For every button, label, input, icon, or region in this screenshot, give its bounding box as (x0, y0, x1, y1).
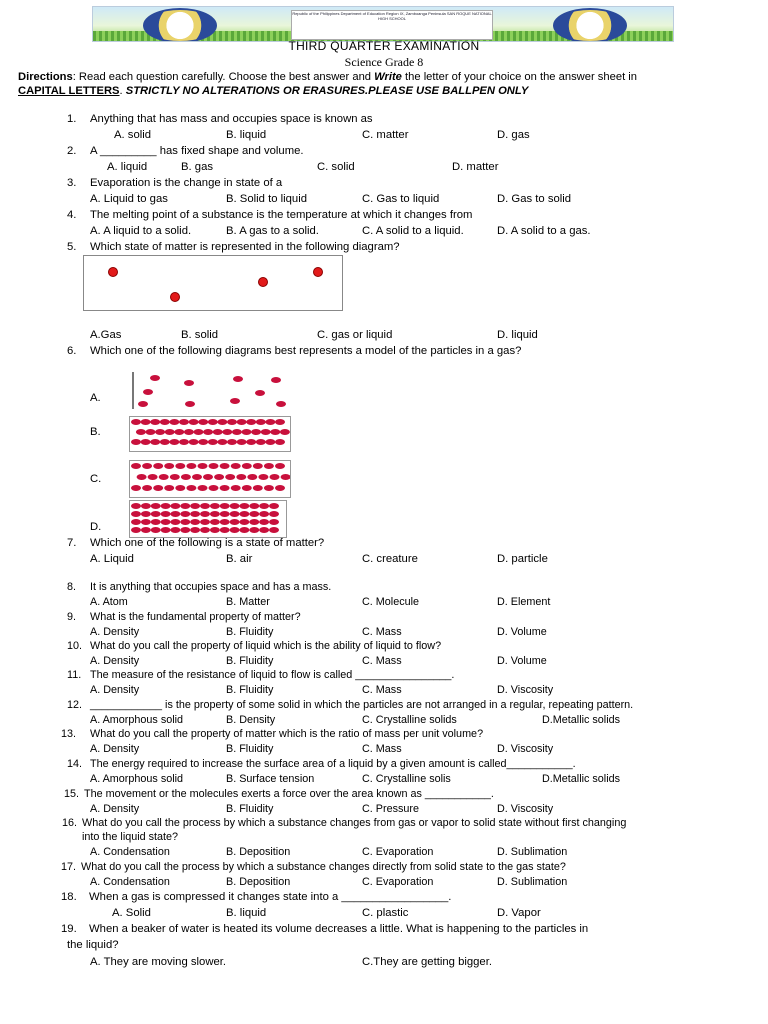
particle (170, 519, 180, 525)
particle (186, 485, 196, 491)
option: C. creature (362, 553, 418, 565)
diagram-c (129, 460, 291, 498)
particle (174, 429, 184, 435)
question-text: The measure of the resistance of liquid to flow is called ________________. (90, 669, 455, 681)
particle (151, 527, 161, 533)
option: C. Crystalline solis (362, 773, 451, 785)
particle (230, 511, 240, 517)
particle (184, 429, 194, 435)
question-number: 16. (62, 817, 78, 829)
particle (227, 439, 237, 445)
particle (265, 439, 275, 445)
particle (230, 527, 240, 533)
particle (220, 527, 230, 533)
option: B. air (226, 553, 253, 565)
question-text: Evaporation is the change in state of a (90, 177, 283, 189)
particle (258, 474, 268, 480)
question-number: 19. (61, 923, 77, 935)
particle (270, 429, 280, 435)
option: C. Mass (362, 684, 402, 696)
particle (190, 527, 200, 533)
option: C. solid (317, 161, 355, 173)
particle (131, 519, 141, 525)
particle (170, 474, 180, 480)
particle (220, 511, 230, 517)
particle (239, 503, 249, 509)
option: B. Fluidity (226, 626, 274, 638)
option: C. Pressure (362, 803, 419, 815)
directions-warning: STRICTLY NO ALTERATIONS OR ERASURES.PLEASE USE BALLPEN ONLY (125, 85, 529, 97)
particle (269, 503, 279, 509)
particle (169, 419, 179, 425)
question-text: A _________ has fixed shape and volume. (90, 145, 304, 157)
question-number: 3. (67, 177, 77, 189)
particle (258, 277, 268, 287)
option: C. Crystalline solids (362, 714, 457, 726)
particle (280, 429, 290, 435)
option: B. solid (181, 329, 219, 341)
particle (180, 519, 190, 525)
particle (141, 419, 151, 425)
option: D.Metallic solids (542, 773, 620, 785)
particle (231, 485, 241, 491)
particle (261, 429, 271, 435)
particle (210, 527, 220, 533)
question-number: 11. (67, 669, 82, 681)
particle (256, 419, 266, 425)
option: D. Volume (497, 655, 547, 667)
deped-seal-right (553, 8, 627, 42)
particle (251, 429, 261, 435)
diagram-a-gas (132, 372, 290, 409)
particle (259, 527, 269, 533)
diagram-b-particles (130, 417, 290, 451)
particle (217, 419, 227, 425)
particle (141, 503, 151, 509)
particle (170, 511, 180, 517)
option: B. Deposition (226, 876, 291, 888)
option: D. liquid (497, 329, 538, 341)
option: B. Solid to liquid (226, 193, 308, 205)
particle (161, 527, 171, 533)
option: A. Condensation (90, 846, 170, 858)
diagram-label-b: B. (90, 426, 101, 438)
option: B. Deposition (226, 846, 291, 858)
question-number: 7. (67, 537, 77, 549)
question-text-cont: the liquid? (67, 939, 119, 951)
particle (220, 519, 230, 525)
option: D. Viscosity (497, 684, 554, 696)
particle (159, 474, 169, 480)
diagram-label-a: A. (90, 392, 101, 404)
particle (203, 474, 213, 480)
particle (148, 474, 158, 480)
particle (259, 511, 269, 517)
question-number: 15. (64, 788, 80, 800)
option: D. A solid to a gas. (497, 225, 591, 237)
option: B. gas (181, 161, 214, 173)
particle (131, 527, 141, 533)
question-number: 9. (67, 611, 77, 623)
particle (160, 419, 170, 425)
particle (164, 463, 174, 469)
option: B. Fluidity (226, 803, 274, 815)
particle (275, 463, 285, 469)
particle (220, 463, 230, 469)
option: C. Mass (362, 655, 402, 667)
particle (153, 463, 163, 469)
diagram-label-d: D. (90, 521, 102, 533)
particle (256, 439, 266, 445)
particle (264, 485, 274, 491)
particle (137, 474, 147, 480)
particle (189, 419, 199, 425)
particle (249, 527, 259, 533)
particle (151, 519, 161, 525)
particle (239, 519, 249, 525)
particle (242, 485, 252, 491)
particle (198, 463, 208, 469)
exam-title: THIRD QUARTER EXAMINATION (288, 39, 480, 53)
particle (200, 519, 210, 525)
particle (169, 439, 179, 445)
question-text: What do you call the property of liquid which is the ability of liquid to flow? (90, 640, 442, 652)
question-text: What do you call the property of matter which is the ratio of mass per unit volume? (90, 728, 484, 740)
particle (108, 267, 118, 277)
particle (142, 485, 152, 491)
question-text: The energy required to increase the surface area of a liquid by a given amount is called___________. (90, 758, 576, 770)
particle (170, 503, 180, 509)
particle (180, 503, 190, 509)
option: C. Evaporation (362, 846, 434, 858)
particle (142, 463, 152, 469)
particle (242, 429, 252, 435)
particle (259, 503, 269, 509)
particle (275, 485, 285, 491)
particle (141, 439, 151, 445)
question-number: 6. (67, 345, 77, 357)
particle (264, 463, 274, 469)
question-text: Which one of the following is a state of matter? (90, 537, 325, 549)
particle (131, 503, 141, 509)
directions (18, 70, 758, 98)
particle (165, 429, 175, 435)
option: A. Amorphous solid (90, 714, 184, 726)
particle (281, 474, 290, 480)
particle (131, 511, 141, 517)
particle (141, 511, 151, 517)
option: D.Metallic solids (542, 714, 620, 726)
option: A. They are moving slower. (90, 956, 227, 968)
question-text: What is the fundamental property of matter? (90, 611, 301, 623)
particle (259, 519, 269, 525)
option: B. Fluidity (226, 743, 274, 755)
particle (153, 485, 163, 491)
particle (200, 511, 210, 517)
option: B. Fluidity (226, 684, 274, 696)
particle (213, 429, 223, 435)
option: B. Density (226, 714, 276, 726)
particle (269, 519, 279, 525)
particle (225, 474, 235, 480)
particle (209, 463, 219, 469)
option: D. particle (497, 553, 548, 565)
particle (190, 503, 200, 509)
question-text: The movement or the molecules exerts a force over the area known as ___________. (84, 788, 494, 800)
question-text: Anything that has mass and occupies space is known as (90, 113, 373, 125)
option: B. liquid (226, 907, 267, 919)
particle (275, 439, 285, 445)
particle (161, 519, 171, 525)
particle (175, 463, 185, 469)
particle (242, 463, 252, 469)
particle (190, 519, 200, 525)
particle (232, 429, 242, 435)
question-number: 4. (67, 209, 77, 221)
diagram-b (129, 416, 291, 452)
particle (249, 519, 259, 525)
particle (220, 503, 230, 509)
particle (164, 485, 174, 491)
option: A. Density (90, 743, 140, 755)
particle (231, 463, 241, 469)
particle (198, 485, 208, 491)
question-text: What do you call the process by which a substance changes from gas or vapor to solid state without first changing (82, 817, 627, 829)
particle-diagram (83, 255, 343, 311)
option: A. Amorphous solid (90, 773, 184, 785)
particle (275, 419, 285, 425)
particle (155, 429, 165, 435)
particle (151, 503, 161, 509)
particle (198, 419, 208, 425)
particle (217, 439, 227, 445)
question-number: 2. (67, 145, 77, 157)
option: D. matter (452, 161, 499, 173)
option: A. Density (90, 684, 140, 696)
option: C.They are getting bigger. (362, 956, 492, 968)
particle (180, 527, 190, 533)
particle (222, 429, 232, 435)
question-number: 1. (67, 113, 77, 125)
option: C. plastic (362, 907, 409, 919)
question-number: 14. (67, 758, 83, 770)
option: B. Surface tension (226, 773, 315, 785)
question-text: ____________ is the property of some solid in which the particles are not arranged in a regular, repeating pattern. (90, 699, 634, 711)
option: D. Vapor (497, 907, 541, 919)
particle (181, 474, 191, 480)
option: A.Gas (90, 329, 122, 341)
option: A. Atom (90, 596, 128, 608)
option: B. Fluidity (226, 655, 274, 667)
question-text: When a gas is compressed it changes state into a _________________. (89, 891, 452, 903)
option: C. matter (362, 129, 409, 141)
particle (230, 503, 240, 509)
option: A. Condensation (90, 876, 170, 888)
particle (208, 419, 218, 425)
particle (220, 485, 230, 491)
question-text: When a beaker of water is heated its volume decreases a little. What is happening to the particles in (89, 923, 589, 935)
option: A. solid (114, 129, 152, 141)
particle (209, 485, 219, 491)
particle (194, 429, 204, 435)
option: D. Element (497, 596, 551, 608)
particle (151, 511, 161, 517)
particle (239, 511, 249, 517)
particle (270, 474, 280, 480)
option: C. Gas to liquid (362, 193, 440, 205)
particle (161, 511, 171, 517)
particle (227, 419, 237, 425)
particle (239, 527, 249, 533)
question-text: What do you call the process by which a substance changes directly from solid state to the gas state? (81, 861, 566, 873)
directions-write: Write (374, 71, 402, 83)
option: A. Density (90, 626, 140, 638)
option: C. Mass (362, 626, 402, 638)
question-text-cont: into the liquid state? (82, 831, 179, 843)
banner-school-text: Republic of the Philippines Department of Education Region IX, Zamboanga Peninsula SAN ROQUE NATIONAL HIGH SCHOOL (291, 10, 493, 40)
option: D. Viscosity (497, 803, 554, 815)
particle (186, 463, 196, 469)
directions-text-3: . (119, 85, 126, 97)
particle (269, 511, 279, 517)
particle (249, 511, 259, 517)
particle (179, 439, 189, 445)
question-number: 17. (61, 861, 77, 873)
option: A. Liquid (90, 553, 134, 565)
particle (203, 429, 213, 435)
particle (150, 439, 160, 445)
particle (313, 267, 323, 277)
deped-seal-left (143, 8, 217, 42)
question-number: 12. (67, 699, 83, 711)
particle (131, 419, 141, 425)
particle (160, 439, 170, 445)
option: D. Volume (497, 626, 547, 638)
particle (131, 463, 141, 469)
directions-text-2: the letter of your choice on the answer sheet in (401, 71, 637, 83)
particle (230, 519, 240, 525)
question-number: 8. (67, 581, 77, 593)
particle (150, 419, 160, 425)
particle (246, 439, 256, 445)
particle (208, 439, 218, 445)
question-text: Which one of the following diagrams best represents a model of the particles in a gas? (90, 345, 522, 357)
particle (141, 519, 151, 525)
option: A. Liquid to gas (90, 193, 168, 205)
particle (253, 463, 263, 469)
particle (237, 439, 247, 445)
particle (192, 474, 202, 480)
option: D. Sublimation (497, 846, 568, 858)
particle (131, 485, 141, 491)
particle (198, 439, 208, 445)
option: C. Evaporation (362, 876, 434, 888)
particle (210, 511, 220, 517)
option: B. A gas to a solid. (226, 225, 319, 237)
particle (249, 503, 259, 509)
diagram-a-particles (134, 372, 290, 409)
particle (253, 485, 263, 491)
option: D. Gas to solid (497, 193, 572, 205)
option: A. A liquid to a solid. (90, 225, 192, 237)
option: B. liquid (226, 129, 267, 141)
directions-text: : Read each question carefully. Choose the best answer and (72, 71, 375, 83)
directions-label: Directions (18, 71, 73, 83)
exam-subtitle: Science Grade 8 (344, 55, 424, 69)
particle (146, 429, 156, 435)
option: D. gas (497, 129, 530, 141)
particle (265, 419, 275, 425)
particle (161, 503, 171, 509)
diagram-label-c: C. (90, 473, 102, 485)
particle (200, 527, 210, 533)
option: A. Solid (112, 907, 151, 919)
particle (246, 419, 256, 425)
question-text: The melting point of a substance is the temperature at which it changes from (90, 209, 473, 221)
particle (170, 527, 180, 533)
option: A. liquid (107, 161, 148, 173)
option: D. Sublimation (497, 876, 568, 888)
particle (175, 485, 185, 491)
diagram-d (129, 500, 287, 538)
diagram-d-particles (130, 501, 286, 537)
particle (247, 474, 257, 480)
option: D. Viscosity (497, 743, 554, 755)
option: C. Molecule (362, 596, 420, 608)
question-number: 18. (61, 891, 77, 903)
question-number: 5. (67, 241, 77, 253)
option: C. Mass (362, 743, 402, 755)
question-text: It is anything that occupies space and has a mass. (90, 581, 332, 593)
particle (237, 419, 247, 425)
particle (210, 519, 220, 525)
particle (136, 429, 146, 435)
particle (210, 503, 220, 509)
particle (180, 511, 190, 517)
particle (131, 439, 141, 445)
question-text: Which state of matter is represented in the following diagram? (90, 241, 400, 253)
diagram-c-particles (130, 461, 290, 497)
particle (189, 439, 199, 445)
question-number: 13. (61, 728, 77, 740)
particle (170, 292, 180, 302)
particle (200, 503, 210, 509)
option: A. Density (90, 803, 140, 815)
option: B. Matter (226, 596, 270, 608)
particle (236, 474, 246, 480)
particle (214, 474, 224, 480)
particle (190, 511, 200, 517)
particle (269, 527, 279, 533)
header-banner (92, 6, 674, 42)
particle (141, 527, 151, 533)
question-number: 10. (67, 640, 83, 652)
option: C. A solid to a liquid. (362, 225, 464, 237)
option: A. Density (90, 655, 140, 667)
directions-caps: CAPITAL LETTERS (18, 85, 120, 97)
particle (179, 419, 189, 425)
option: C. gas or liquid (317, 329, 393, 341)
